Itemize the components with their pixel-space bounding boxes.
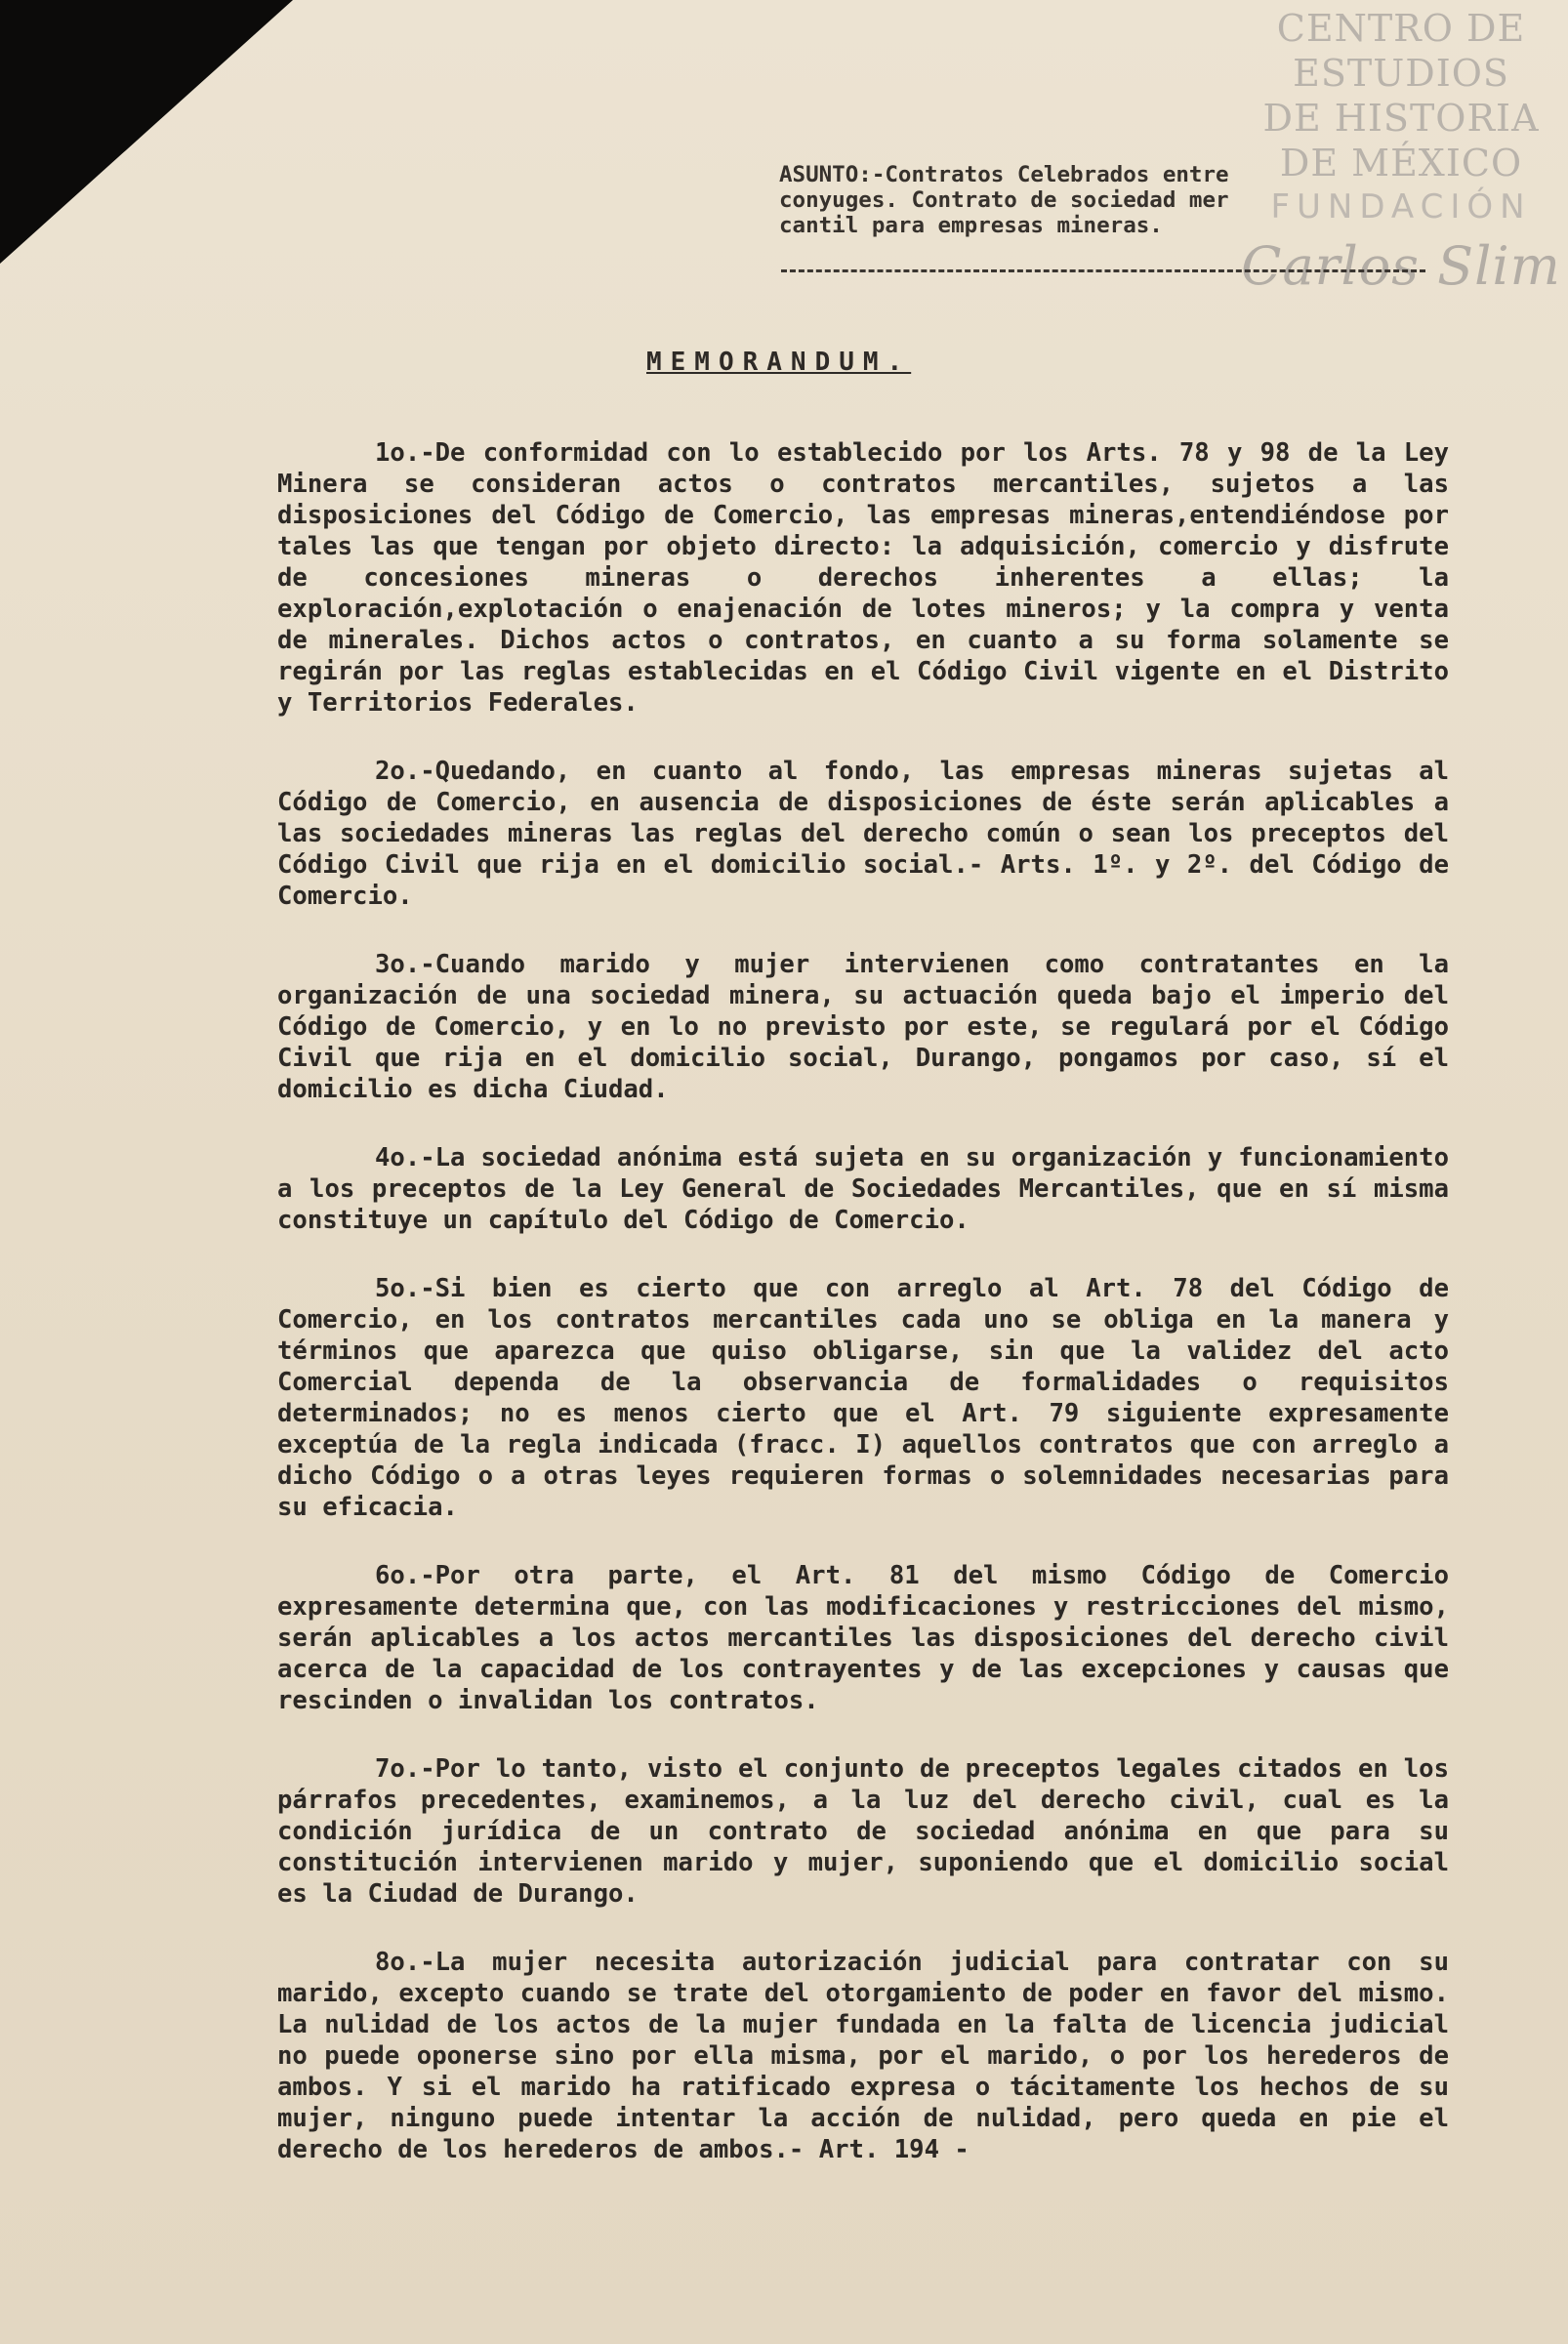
black-corner-wedge [0, 0, 293, 264]
memorandum-title: MEMORANDUM. [646, 348, 912, 377]
subject-dashed-rule [781, 269, 1425, 272]
watermark-signature: Carlos Slim [1241, 235, 1561, 297]
watermark-line-2: ESTUDIOS [1293, 52, 1509, 95]
watermark-line-4: DE MÉXICO [1279, 142, 1523, 185]
watermark-line-1: CENTRO DE [1276, 7, 1526, 50]
paragraph-3: 3o.-Cuando marido y mujer intervienen como contratantes en la organización de una sociedad minera, su actuación queda bajo el imperio del Código de Comercio, y en lo no previsto por este, se regulará por el Código Civil que rija en el domicilio social, Durango, pongamos por caso, sí el domicilio es dicha Ciudad. [277, 950, 1449, 1104]
paragraph-8: 8o.-La mujer necesita autorización judicial para contratar con su marido, excepto cuando se trate del otorgamiento de poder en favor del mismo. La nulidad de los actos de la mujer fundada en la falta de licencia judicial no puede oponerse sino por ella misma, por el marido, o por los herederos de ambos. Y si el marido ha ratificado expresa o tácitamente los hechos de su mujer, ninguno puede intentar la acción de nulidad, pero queda en pie el derecho de los herederos de ambos.- Art. 194 - [277, 1948, 1449, 2164]
archive-watermark [1240, 6, 1562, 305]
paragraph-2: 2o.-Quedando, en cuanto al fondo, las empresas mineras sujetas al Código de Comercio, en ausencia de disposiciones de éste serán aplicables a las sociedades mineras las reglas del derecho común o sean los preceptos del Código Civil que rija en el domicilio social.- Arts. 1º. y 2º. del Código de Comercio. [277, 757, 1449, 911]
paragraph-5: 5o.-Si bien es cierto que con arreglo al Art. 78 del Código de Comercio, en los contratos mercantiles cada uno se obliga en la manera y términos que aparezca que quiso obligarse, sin que la validez del acto Comercial dependa de la observancia de formalidades o requisitos determinados; no es menos cierto que el Art. 79 siguiente expresamente exceptúa de la regla indicada (fracc. I) aquellos contratos que con arreglo a dicho Código o a otras leyes requieren formas o solemnidades necesarias para su eficacia. [277, 1274, 1449, 1522]
memorandum-body [277, 437, 1449, 2202]
watermark-foundation: FUNDACIÓN [1270, 187, 1532, 226]
paragraph-1: 1o.-De conformidad con lo establecido por los Arts. 78 y 98 de la Ley Minera se consideran actos o contratos mercantiles, sujetos a las disposiciones del Código de Comercio, las empresas mineras,entendiéndose por tales las que tengan por objeto directo: la adquisición, comercio y disfrute de concesiones mineras o derechos inherentes a ellas; la exploración,explotación o enajenación de lotes mineros; y la compra y venta de minerales. Dichos actos o contratos, en cuanto a su forma solamente se regirán por las reglas establecidas en el Código Civil vigente en el Distrito y Territorios Federales. [277, 438, 1449, 718]
paragraph-4: 4o.-La sociedad anónima está sujeta en su organización y funcionamiento a los preceptos de la Ley General de Sociedades Mercantiles, que en sí misma constituye un capítulo del Código de Comercio. [277, 1143, 1449, 1235]
paragraph-6: 6o.-Por otra parte, el Art. 81 del mismo Código de Comercio expresamente determina que, con las modificaciones y restricciones del mismo, serán aplicables a los actos mercantiles las disposiciones del derecho civil acerca de la capacidad de los contrayentes y de las excepciones y causas que rescinden o invalidan los contratos. [277, 1561, 1449, 1715]
watermark-line-3: DE HISTORIA [1262, 97, 1540, 140]
subject-block: ASUNTO:-Contratos Celebrados entre conyuges. Contrato de sociedad mer cantil para empresas mineras. [779, 162, 1229, 238]
paragraph-7: 7o.-Por lo tanto, visto el conjunto de preceptos legales citados en los párrafos precedentes, examinemos, a la luz del derecho civil, cual es la condición jurídica de un contrato de sociedad anónima en que para su constitución intervienen marido y mujer, suponiendo que el domicilio social es la Ciudad de Durango. [277, 1754, 1449, 1909]
